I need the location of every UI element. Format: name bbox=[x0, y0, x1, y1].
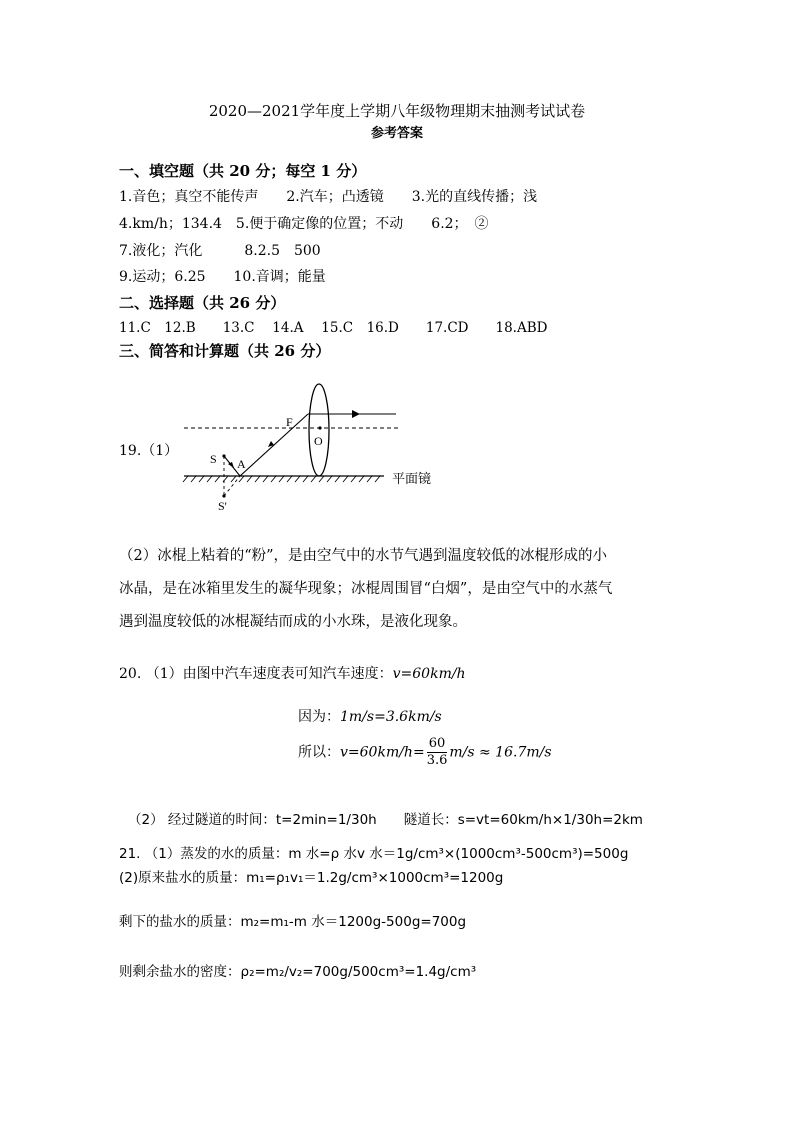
q20-line-1-text: 20. （1）由图中汽车速度表可知汽车速度： bbox=[119, 666, 393, 682]
section1-line-4: 9.运动；6.25 10.音调；能量 bbox=[119, 269, 326, 285]
q20-line-2-prefix: 因为： bbox=[298, 709, 340, 725]
virtual-ray-dashed bbox=[224, 476, 240, 496]
q20-fraction-numerator: 60 bbox=[427, 736, 448, 753]
label-A: A bbox=[237, 457, 246, 471]
label-F: F bbox=[286, 415, 293, 429]
q20-line-3 bbox=[298, 736, 552, 769]
q20-line-1 bbox=[119, 663, 466, 683]
point-S-prime bbox=[222, 494, 225, 497]
q20-speed-formula: v=60km/h bbox=[392, 666, 466, 682]
label-mirror: 平面镜 bbox=[392, 472, 432, 487]
q20-unit-conversion: 1m/s=3.6km/s bbox=[340, 709, 442, 725]
page-title: 2020—2021学年度上学期八年级物理期末抽测考试试卷 bbox=[208, 102, 586, 120]
q21-line-2: (2)原来盐水的质量：m₁=ρ₁v₁＝1.2g/cm³×1000cm³=1200g bbox=[119, 870, 504, 886]
refracted-arrow bbox=[352, 410, 360, 418]
q19-part2-line-3: 遇到温度较低的冰棍凝结而成的小水珠，是液化现象。 bbox=[119, 614, 467, 630]
q20-fraction bbox=[427, 736, 448, 769]
q21-line-1: 21. （1）蒸发的水的质量：m 水=ρ 水v 水＝1g/cm³×(1000cm³-500cm³)=500g bbox=[119, 846, 629, 862]
section1-heading: 一、填空题（共 20 分；每空 1 分） bbox=[119, 162, 367, 180]
page-subtitle: 参考答案 bbox=[370, 126, 423, 141]
label-S-prime: S' bbox=[218, 499, 227, 513]
section1-line-1: 1.音色；真空不能传声 2.汽车；凸透镜 3.光的直线传播；浅 bbox=[119, 189, 538, 205]
q20-formula-right: m/s ≈ 16.7m/s bbox=[449, 744, 552, 761]
q20-line-2 bbox=[298, 706, 442, 726]
section2-heading: 二、选择题（共 26 分） bbox=[119, 294, 286, 312]
q20-formula-left: v=60km/h= bbox=[340, 744, 425, 761]
q20-fraction-denominator: 3.6 bbox=[426, 753, 448, 768]
q21-line-4: 则剩余盐水的密度：ρ₂=m₂/v₂=700g/500cm³=1.4g/cm³ bbox=[119, 964, 477, 980]
point-S bbox=[222, 454, 225, 457]
optical-center-dot bbox=[318, 426, 321, 429]
q19-part2-line-2: 冰晶，是在冰箱里发生的凝华现象；冰棍周围冒“白烟”，是由空气中的水蒸气 bbox=[119, 581, 613, 597]
label-O: O bbox=[314, 434, 323, 448]
q19-diagram bbox=[180, 380, 450, 515]
q20-line-3-prefix: 所以： bbox=[298, 744, 340, 761]
section2-answers: 11.C 12.B 13.C 14.A 15.C 16.D 17.CD 18.ABD bbox=[119, 320, 548, 336]
q19-label: 19.（1） bbox=[119, 443, 179, 459]
section1-line-2: 4.km/h；134.4 5.便于确定像的位置；不动 6.2； ② bbox=[119, 216, 489, 232]
q19-part2-line-1: （2）冰棍上粘着的“粉”，是由空气中的水节气遇到温度较低的冰棍形成的小 bbox=[119, 548, 608, 564]
q21-line-3: 剩下的盐水的质量：m₂=m₁-m 水＝1200g-500g=700g bbox=[119, 914, 467, 930]
convex-lens bbox=[309, 384, 329, 476]
section3-heading: 三、简答和计算题（共 26 分） bbox=[119, 342, 331, 360]
label-S: S bbox=[210, 452, 217, 466]
mirror-hatching bbox=[183, 476, 380, 482]
section1-line-3: 7.液化；汽化 8.2.5 500 bbox=[119, 243, 321, 259]
q20-part2: （2） 经过隧道的时间：t=2min=1/30h 隧道长：s=vt=60km/h×1/30h=2km bbox=[128, 812, 643, 828]
